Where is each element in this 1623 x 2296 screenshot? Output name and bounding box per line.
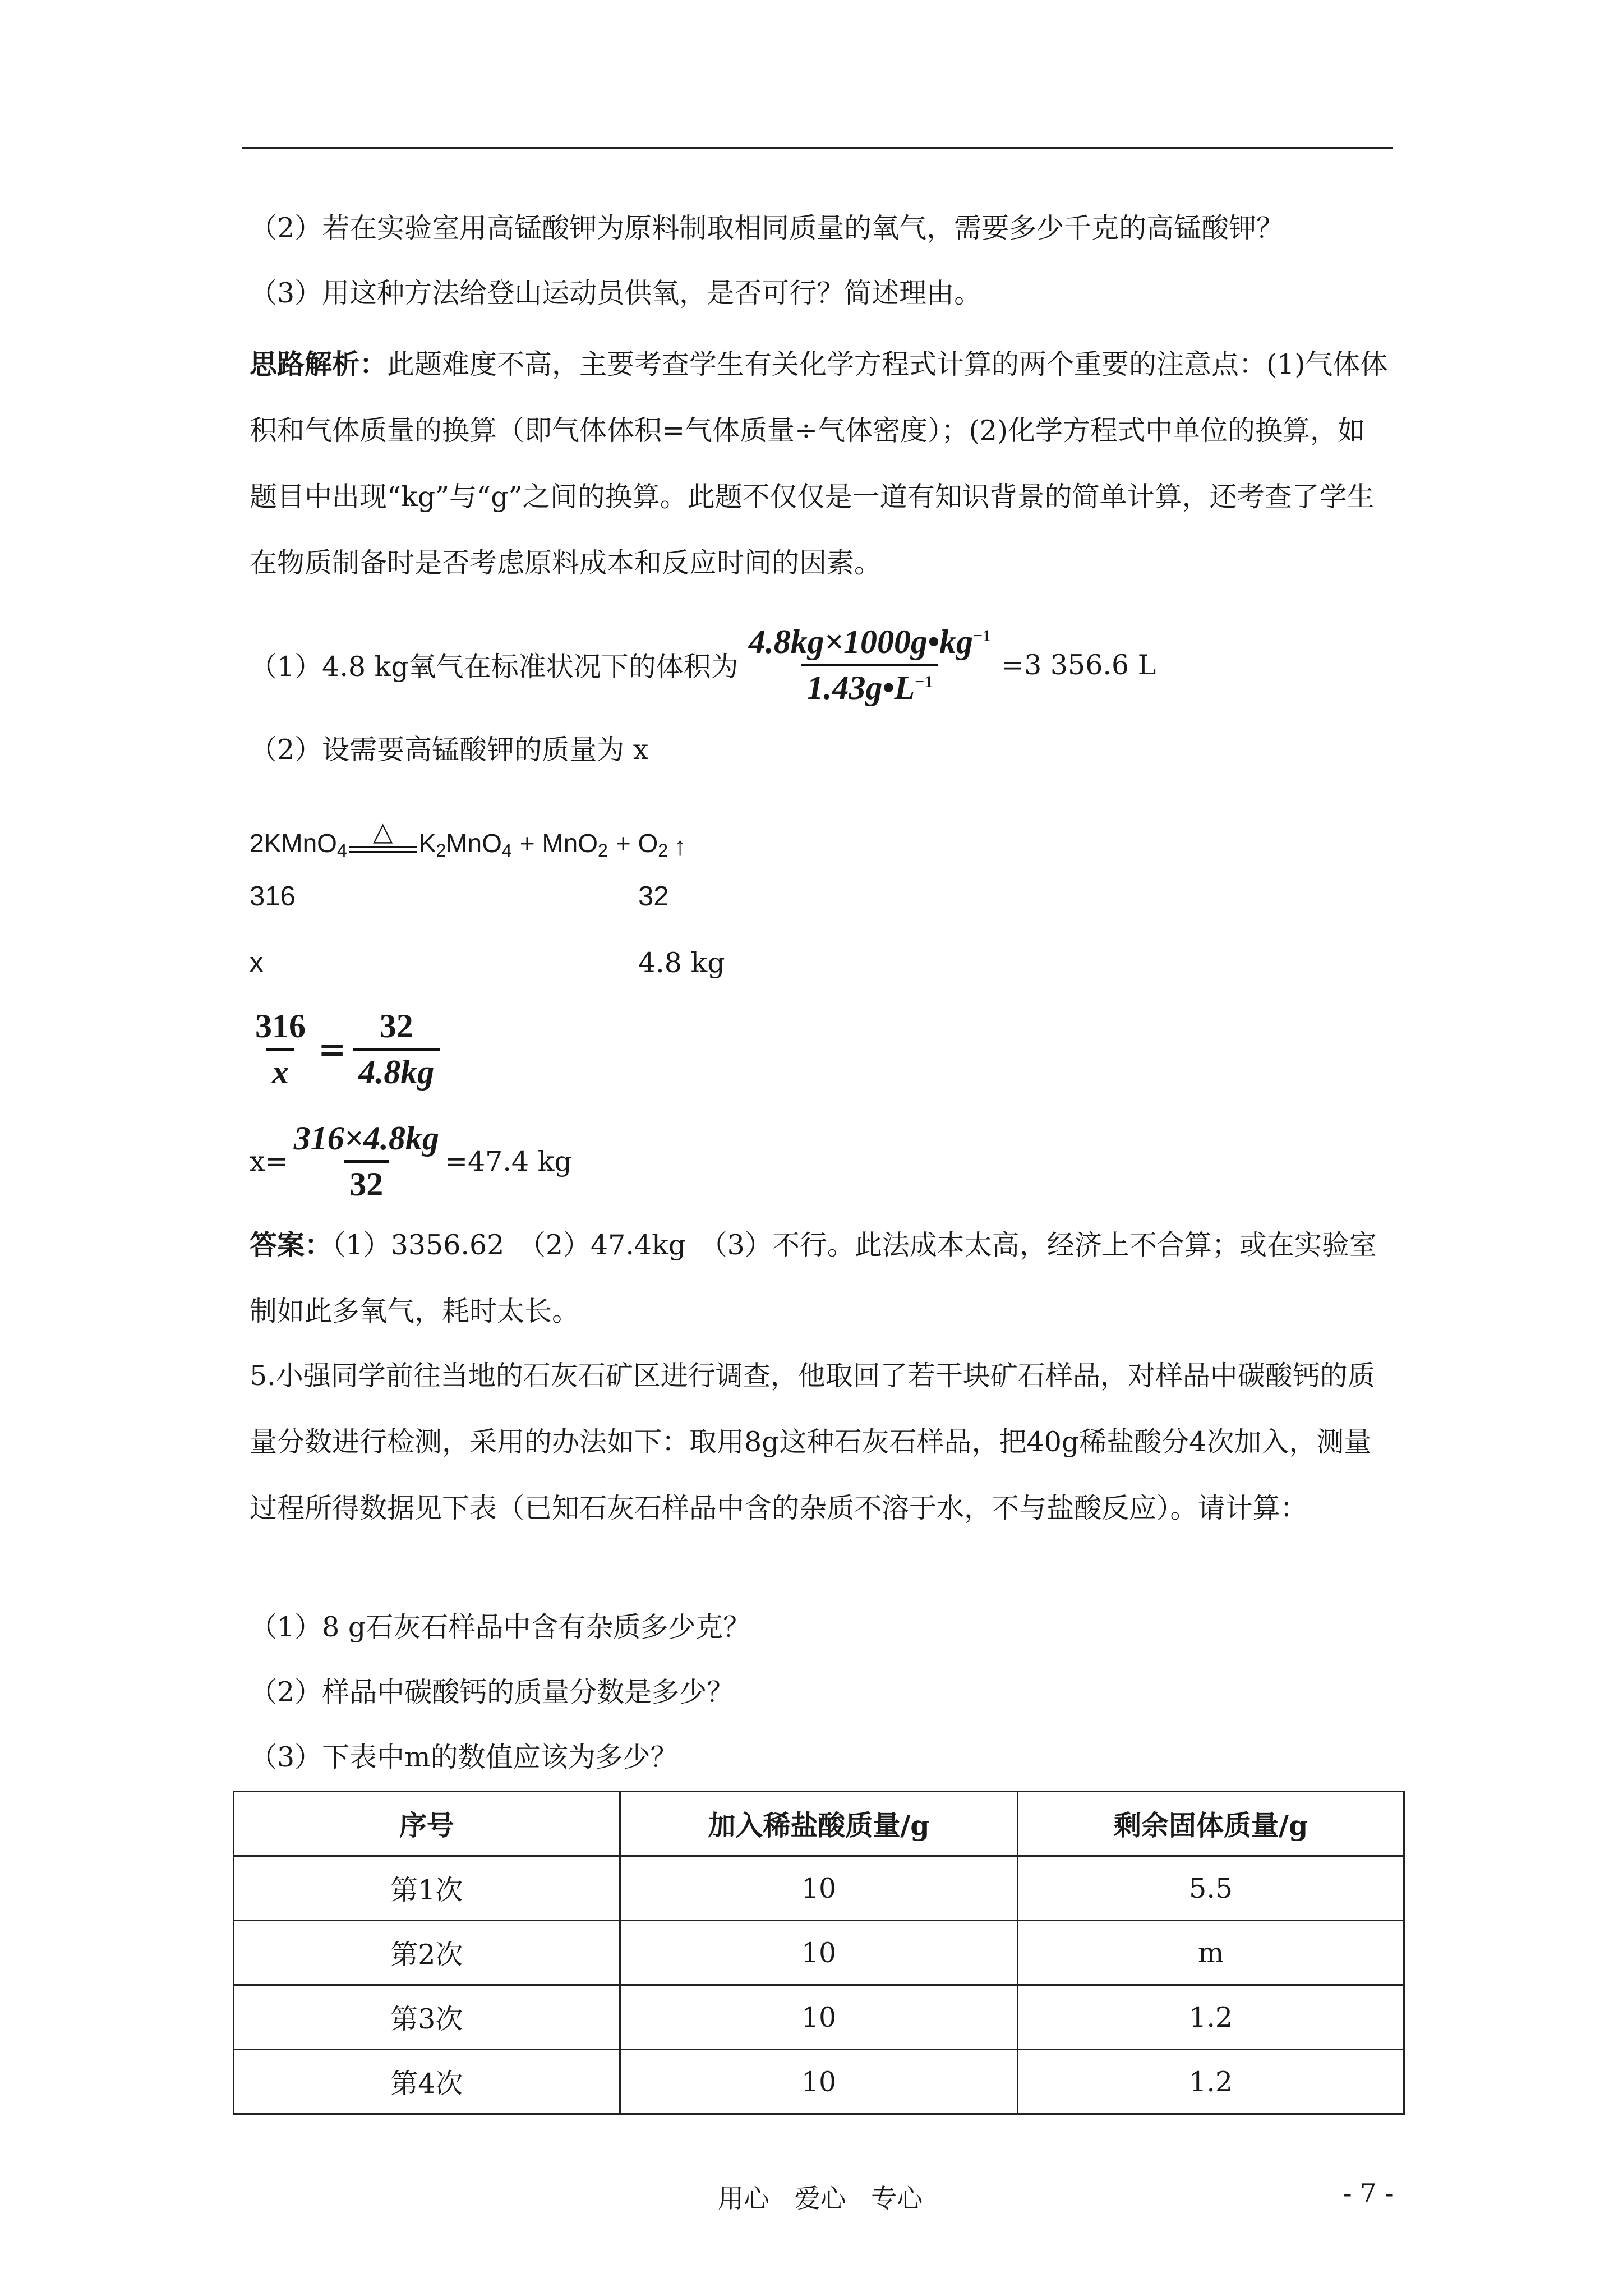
proportion: $\frac{316}{x}$ = $\frac{32}{4.8kg}$ — [250, 1007, 440, 1092]
cell-acid: 10 — [620, 1856, 1018, 1921]
analysis-paragraph — [250, 331, 1391, 596]
cell-solid: 5.5 — [1018, 1856, 1404, 1921]
cell-index: 第1次 — [234, 1856, 620, 1921]
gas-arrow: ↑ — [674, 831, 687, 861]
volume-fraction-numerator: $4.8kg\times 1000g•kg^{-1}$ — [748, 623, 992, 660]
analysis-label: 思路解析： — [250, 348, 388, 380]
cell-solid: 1.2 — [1018, 1985, 1404, 2050]
table-row — [234, 1921, 1404, 1985]
answer-label: 答案： — [250, 1228, 333, 1261]
question-2: （2）若在实验室用高锰酸钾为原料制取相同质量的氧气，需要多少千克的高锰酸钾？ — [250, 212, 1284, 244]
cell-acid: 10 — [620, 1985, 1018, 2050]
molar-mass-32: 32 — [638, 881, 669, 912]
cell-index: 第3次 — [234, 1985, 620, 2050]
answer-text: （1）3356.62 （2）47.4kg （3）不行。此法成本太高，经济上不合算；或在实验室制如此多氧气，耗时太长。 — [250, 1229, 1377, 1327]
molar-mass-316: 316 — [250, 881, 296, 912]
cell-solid: 1.2 — [1018, 2050, 1404, 2114]
proportion-right: $\frac{32}{4.8kg}$ — [353, 1007, 440, 1092]
cell-solid: m — [1018, 1921, 1404, 1985]
cell-acid: 10 — [620, 2050, 1018, 2114]
header-acid-mass: 加入稀盐酸质量/g — [620, 1792, 1018, 1856]
proportion-left: $\frac{316}{x}$ — [255, 1007, 306, 1091]
equation-reactant: 2KMnO$_4$ — [250, 829, 347, 861]
solution-1-prefix: （1）4.8 kg氧气在标准状况下的体积为 — [250, 651, 739, 683]
table-row — [234, 1985, 1404, 2050]
equation-product-1: $K_2MnO_4$ — [418, 829, 512, 861]
unknown-x: x — [250, 947, 264, 978]
table-header-row — [234, 1792, 1404, 1856]
question-5-2: （2）样品中碳酸钙的质量分数是多少？ — [250, 1676, 735, 1708]
question-5: 5.小强同学前往当地的石灰石矿区进行调查，他取回了若干块矿石样品，对样品中碳酸钙的质量分数进行检测，采用的办法如下：取用8g这种石灰石样品，把40g稀盐酸分4次加入，测量过程所得数据见下表（已知石灰石样品中含的杂质不溶于水，不与盐酸反应）。请计算： — [250, 1360, 1375, 1524]
page-number: - 7 - — [1343, 2178, 1394, 2208]
solution-1 — [250, 606, 1156, 724]
volume-fraction-denominator: $1.43g•L^{-1}$ — [801, 664, 939, 707]
volume-fraction — [743, 623, 997, 707]
question-5-3: （3）下表中m的数值应该为多少？ — [250, 1741, 678, 1773]
header-index: 序号 — [234, 1792, 620, 1856]
header-rule — [242, 147, 1393, 149]
solution-1-result: =3 356.6 L — [1001, 648, 1156, 681]
cell-index: 第2次 — [234, 1921, 620, 1985]
chemical-equation — [250, 799, 686, 861]
table-row — [234, 2050, 1404, 2114]
cell-index: 第4次 — [234, 2050, 620, 2114]
header-solid-mass: 剩余固体质量/g — [1018, 1792, 1404, 1856]
equation-product-2: + MnO$_2$ — [519, 829, 608, 861]
solution-2: （2）设需要高锰酸钾的质量为 x — [250, 734, 649, 766]
question-5-1: （1）8 g石灰石样品中含有杂质多少克？ — [250, 1611, 751, 1643]
oxygen-mass: 4.8 kg — [638, 947, 725, 979]
question-3: （3）用这种方法给登山运动员供氧，是否可行？简述理由。 — [250, 277, 982, 309]
x-fraction: $\frac{316\times 4.8kg}{32}$ — [293, 1120, 439, 1203]
data-table — [233, 1791, 1405, 2115]
footer-motto: 用心 爱心 专心 — [718, 2183, 923, 2214]
cell-acid: 10 — [620, 1921, 1018, 1985]
equation-product-3: + $O_2$ — [615, 829, 668, 861]
answer-paragraph — [250, 1212, 1391, 1345]
x-calculation: x= $\frac{316\times 4.8kg}{32}$ =47.4 kg — [250, 1120, 572, 1203]
equation-condition: △ — [349, 819, 417, 853]
table-row — [234, 1856, 1404, 1921]
analysis-text: 此题难度不高，主要考查学生有关化学方程式计算的两个重要的注意点：(1)气体体积和气体质量的换算（即气体体积=气体质量÷气体密度）；(2)化学方程式中单位的换算，如题目中出现“kg”与“g”之间的换算。此题不仅仅是一道有知识背景的简单计算，还考查了学生在物质制备时是否考虑原料成本和反应时间的因素。 — [250, 348, 1388, 579]
